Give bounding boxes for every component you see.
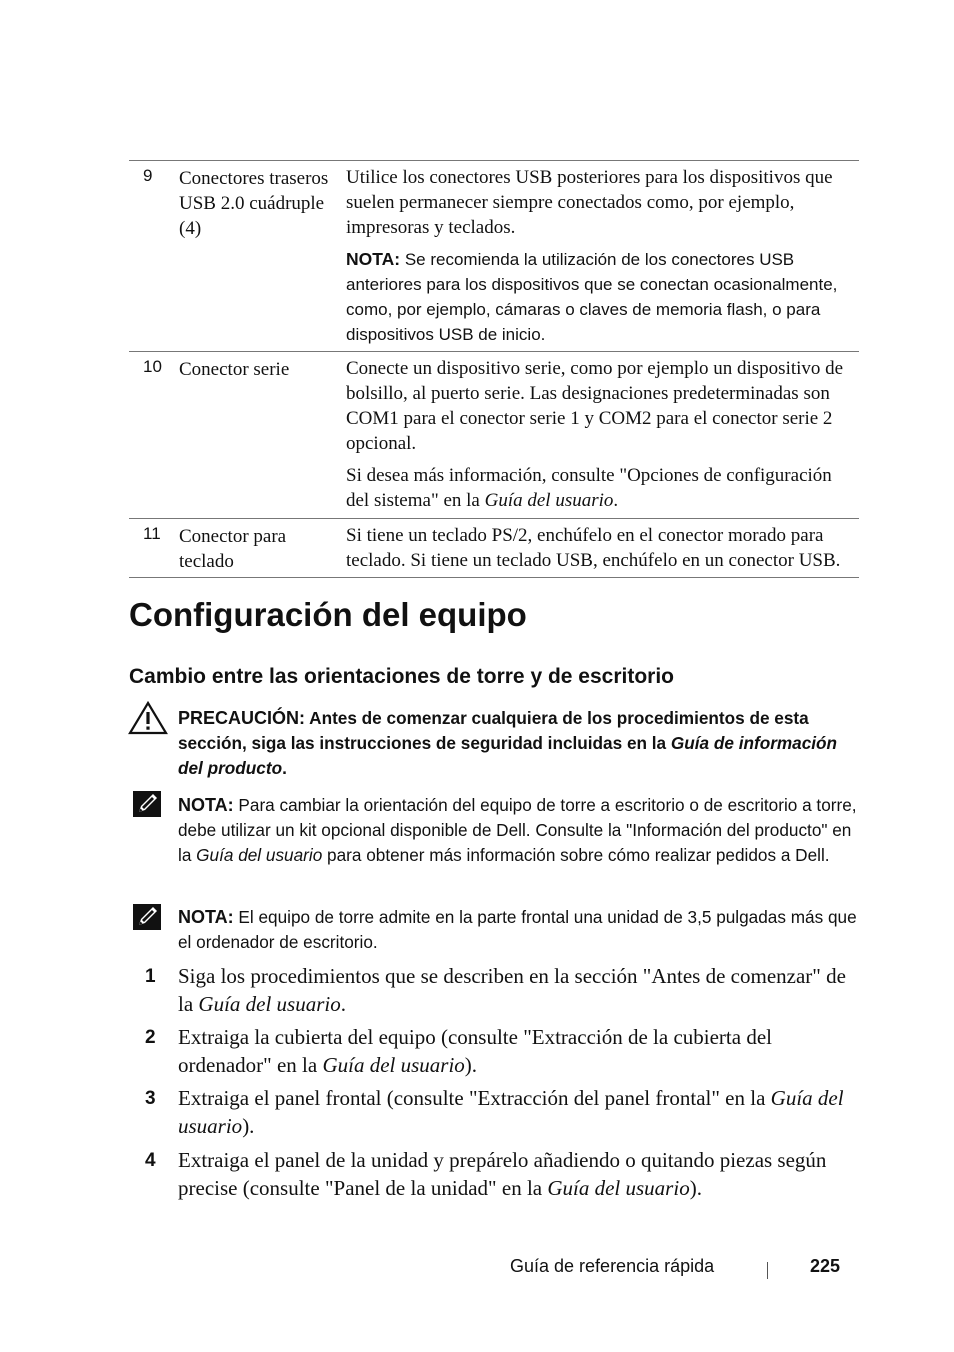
note-block [178, 905, 858, 955]
step-text-pre: Extraiga la cubierta del equipo (consulte "Extracción de la cubierta del ordenador" en la [178, 1025, 772, 1077]
row-number: 10 [143, 357, 162, 376]
table-row [129, 519, 859, 578]
connector-description [346, 161, 859, 354]
step-item [129, 1085, 859, 1140]
step-text [178, 963, 859, 1018]
connector-description [346, 519, 859, 580]
caution-text: Antes de comenzar cualquiera de los procedimientos de esta sección, siga las instrucciones de seguridad incluidas en la [178, 708, 809, 753]
guide-reference: Guía del usuario [198, 991, 341, 1016]
page-number: 225 [810, 1256, 841, 1276]
caution-end: . [282, 758, 287, 778]
row-number: 9 [143, 166, 153, 185]
desc-post: . [613, 490, 619, 511]
step-text-post: ). [242, 1113, 255, 1138]
description-text: Utilice los conectores USB posteriores para los dispositivos que suelen permanecer siempre conectados como, por ejemplo, impresoras y teclados. [346, 167, 833, 238]
step-item [129, 963, 859, 1018]
table-row [129, 161, 859, 352]
table-row [129, 352, 859, 519]
note-label: NOTA: [178, 795, 234, 815]
footer-title: Guía de referencia rápida [510, 1256, 715, 1276]
step-number: 3 [145, 1088, 156, 1109]
note-label: NOTA: [346, 249, 401, 269]
step-number: 1 [145, 966, 156, 987]
caution-block [178, 706, 858, 781]
note-text: El equipo de torre admite en la parte frontal una unidad de 3,5 pulgadas más que el ordenador de escritorio. [178, 907, 857, 952]
connector-table [129, 160, 859, 578]
subsection-heading: Cambio entre las orientaciones de torre y de escritorio [129, 665, 675, 688]
step-number: 4 [145, 1150, 156, 1171]
note-text: Para cambiar la orientación del equipo de torre a escritorio o de escritorio a torre, debe utilizar un kit opcional disponible de Dell. Consulte la "Información del producto" en la [178, 795, 857, 865]
step-text [178, 1085, 859, 1140]
guide-reference: Guía del usuario [484, 490, 614, 511]
row-number: 11 [143, 524, 161, 543]
pencil-note-icon [132, 903, 162, 931]
step-item [129, 1147, 859, 1202]
description-text-2 [346, 463, 859, 513]
description-text: Conecte un dispositivo serie, como por ejemplo un dispositivo de bolsillo, al puerto serie. Las designaciones predeterminadas son COM1 para el conector serie 1 y COM2 para el conector serie 2 opcional. [346, 358, 844, 454]
step-text-post: ). [689, 1175, 702, 1200]
pencil-note-icon [132, 790, 162, 818]
section-heading: Configuración del equipo [129, 596, 527, 633]
step-text-post: ). [464, 1052, 478, 1077]
connector-name: Conector serie [179, 359, 290, 380]
step-text-post: . [340, 991, 346, 1016]
step-number: 2 [145, 1027, 156, 1048]
step-text-pre: Siga los procedimientos que se describen en la sección "Antes de comenzar" de la [178, 964, 846, 1016]
connector-name: Conectores traseros USB 2.0 cuádruple (4) [179, 168, 329, 239]
caution-label: PRECAUCIÓN: [178, 708, 306, 728]
step-text [178, 1147, 859, 1202]
warning-triangle-icon [128, 701, 168, 735]
connector-name: Conector para teclado [179, 526, 287, 572]
table-note [346, 247, 859, 347]
connector-description [346, 352, 859, 520]
guide-reference: Guía del usuario [322, 1052, 465, 1077]
note-label: NOTA: [178, 907, 234, 927]
description-text: Si tiene un teclado PS/2, enchúfelo en el conector morado para teclado. Si tiene un teclado USB, enchúfelo en un conector USB. [346, 525, 841, 571]
step-text [178, 1024, 859, 1079]
step-item [129, 1024, 859, 1079]
guide-reference: Guía del usuario [178, 1086, 844, 1138]
note-text: Se recomienda la utilización de los conectores USB anteriores para los dispositivos que se conectan ocasionalmente, como, por ejemplo, cámaras o claves de memoria flash, o para dispositivos USB de inicio. [346, 250, 838, 344]
footer-divider [767, 1262, 768, 1279]
note-block [178, 793, 858, 868]
note-end: para obtener más información sobre cómo realizar pedidos a Dell. [322, 845, 830, 865]
step-text-pre: Extraiga el panel de la unidad y prepárelo añadiendo o quitando piezas según precise (consulte "Panel de la unidad" en la [178, 1148, 827, 1200]
step-text-pre: Extraiga el panel frontal (consulte "Extracción del panel frontal" en la [178, 1086, 771, 1110]
caution-guide-reference: Guía de información del producto [178, 733, 838, 778]
desc-pre: Si desea más información, consulte "Opciones de configuración del sistema" en la [346, 465, 832, 511]
note-guide-reference: Guía del usuario [196, 845, 323, 865]
guide-reference: Guía del usuario [547, 1175, 690, 1200]
